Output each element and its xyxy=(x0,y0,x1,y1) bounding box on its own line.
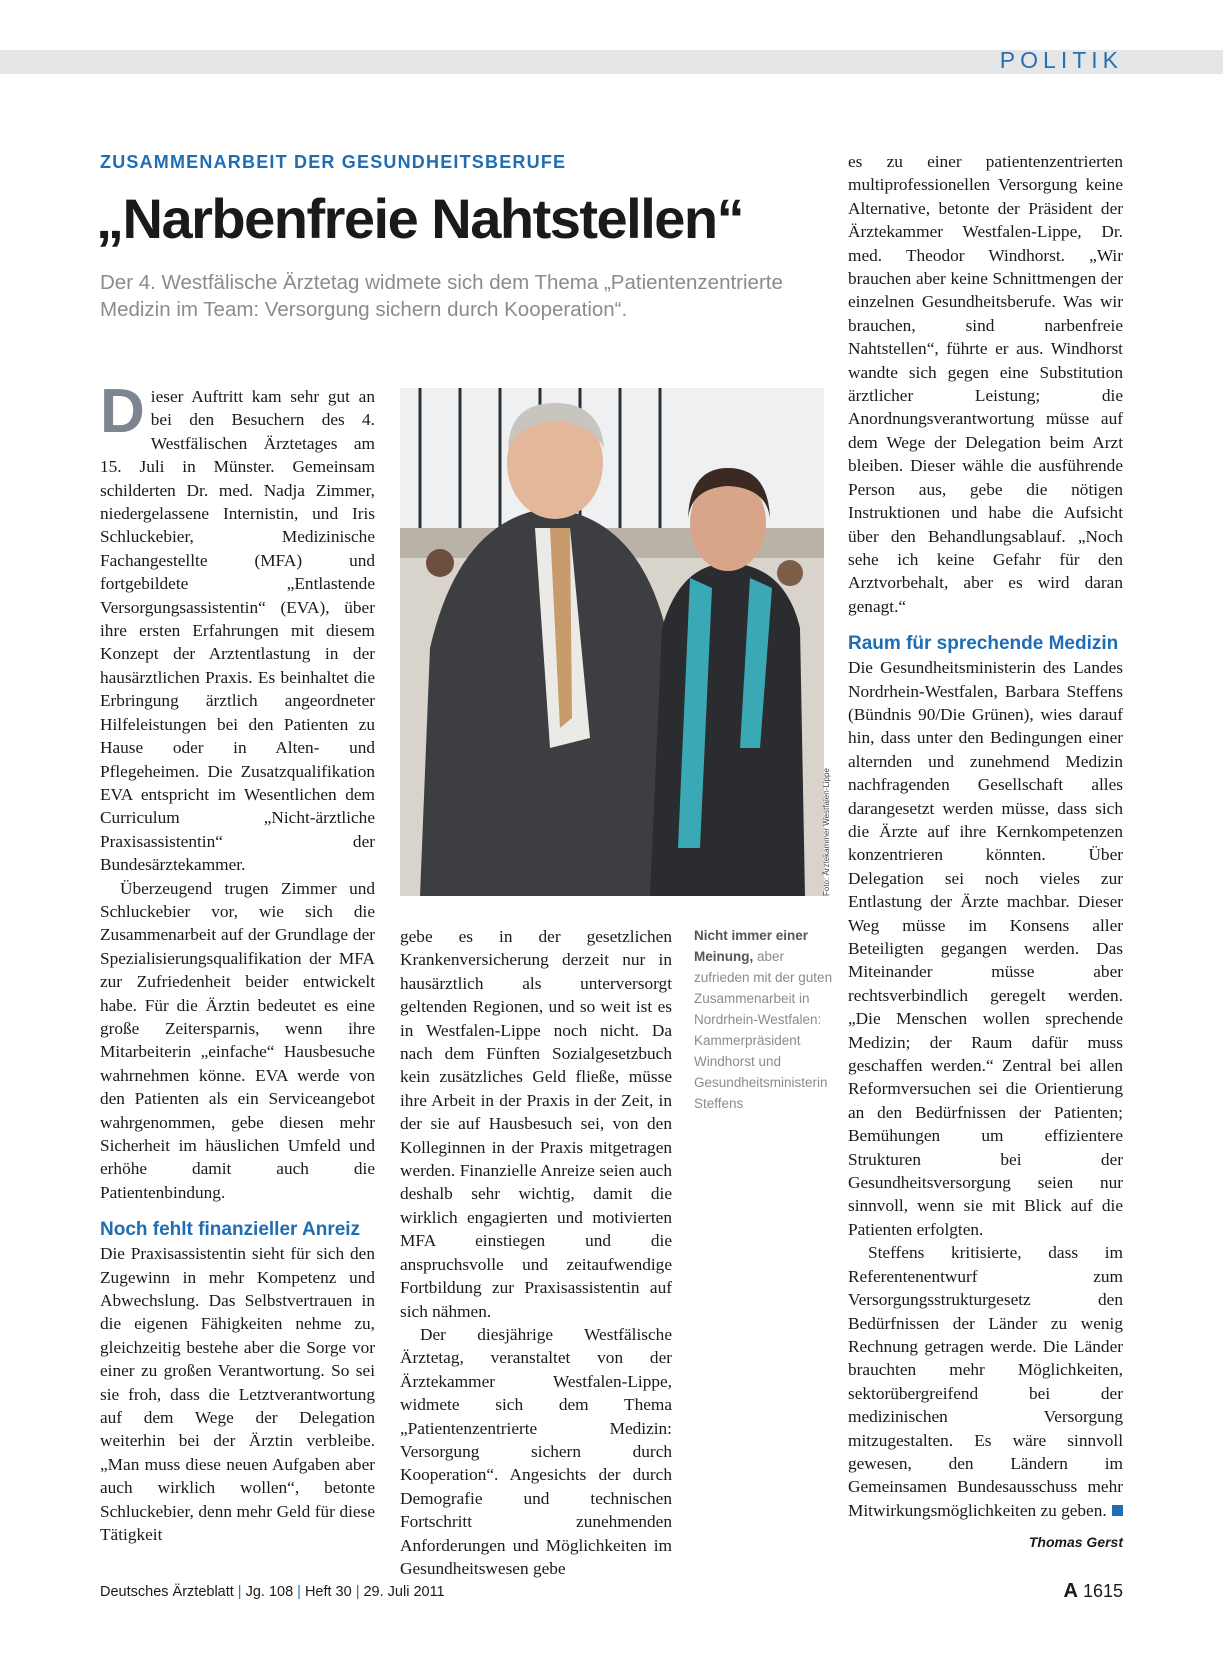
page-number-value: 1615 xyxy=(1082,1581,1123,1601)
footer-issue: Heft 30 xyxy=(304,1584,352,1600)
subheading-2: Raum für sprechende Medizin xyxy=(848,633,1119,655)
footer-date: 29. Juli 2011 xyxy=(363,1584,445,1600)
paragraph-5: Der diesjährige Westfälische Ärztetag, veranstaltet von der Ärztekammer Westfalen-Lippe, widmete sich dem Thema „Patientenzentrierte Medizin: Versorgung sichern durch Kooperation“. Angesichts der durch Demografie und technischen Fortschritt zunehmenden Anforderungen und Möglichkeiten im Gesundheitswesen gebe xyxy=(400,1324,672,1578)
end-mark-icon xyxy=(1112,1505,1123,1516)
paragraph-1: ieser Auftritt kam sehr gut an bei den Besuchern des 4. Westfälischen Ärztetages am 15. Juli in Münster. Gemeinsam schilderten Dr. med. Nadja Zimmer, niedergelassene Internistin, und Iris Schluckebier, Medizinische Fachangestellte (MFA) und fortgebildete „Entlastende Versorgungsassistentin“ (EVA), über ihre ersten Erfahrungen mit diesem Konzept der Arztentlastung in der hausärztlichen Praxis. Es beinhaltet die Erbringung ärztlich angeordneter Hilfeleistungen bei den Patienten zu Hause oder in Alten- und Pflegeheimen. Die Zusatzqualifikation EVA entspricht im Wesentlichen dem Curriculum „Nicht-ärztliche Praxisassistentin“ der Bundesärztekammer. xyxy=(100,387,375,875)
paragraph-6: es zu einer patientenzentrierten multiprofessionellen Versorgung keine Alternative, betonte der Präsident der Ärztekammer Westfalen-Lippe, Dr. med. Theodor Windhorst. „Wir brauchen aber keine Schnittmengen der einzelnen Gesundheitsberufe. Was wir brauchen, sind narbenfreie Nahtstellen“, führte er aus. Windhorst wandte sich gegen eine Substitution ärztlicher Leistung; die Anordnungsverantwortung müsse auf dem Wege der Delegation beim Arzt bleiben. Dieser wähle die ausführende Person aus, gebe die nötigen Instruktionen und habe die Aufsicht über den Behandlungsablauf. „Noch sehe ich keine Gefahr für den Arztvorbehalt, aber es wird daran genagt.“ xyxy=(848,152,1123,616)
article-kicker: ZUSAMMENARBEIT DER GESUNDHEITSBERUFE xyxy=(100,152,567,172)
text-column-3 xyxy=(848,150,1123,1522)
footer-separator-icon: | xyxy=(237,1584,242,1600)
footer-separator-icon: | xyxy=(297,1584,301,1600)
article-headline: „Narbenfreie Nahtstellen“ xyxy=(96,187,744,250)
author-byline: Thomas Gerst xyxy=(1028,1534,1123,1550)
subheading-1: Noch fehlt finanzieller Anreiz xyxy=(100,1219,361,1241)
paragraph-4: gebe es in der gesetzlichen Krankenversicherung derzeit nur in hausärztlich als unterversorgt geltenden Regionen, und so weit ist es in Westfalen-Lippe noch nicht. Da nach dem Fünften Sozialgesetzbuch kein zusätzliches Geld fließe, müsse ihre Arbeit in der Praxis in der Zeit, in der sie auf Hausbesuch sei, von den Kolleginnen in der Praxis mitgetragen werden. Finanzielle Anreize seien auch deshalb sehr wichtig, damit die wirklich engagierten und motivierten MFA einstiegen und die anspruchsvolle und zeitaufwendige Fortbildung zur Praxisassistentin auf sich nähmen. xyxy=(400,927,672,1321)
section-label: POLITIK xyxy=(999,47,1123,73)
footer-separator-icon: | xyxy=(355,1584,360,1600)
photo-caption xyxy=(694,925,834,1114)
text-column-2 xyxy=(400,925,672,1580)
footer-journal: Deutsches Ärzteblatt xyxy=(100,1584,234,1600)
caption-text: aber zufrieden mit der guten Zusammenarbeit in Nordrhein-Westfalen: Kammerpräsident Windhorst und Gesundheitsministerin Steffens xyxy=(694,949,833,1111)
paragraph-7: Die Gesundheitsministerin des Landes Nordrhein-Westfalen, Barbara Steffens (Bündnis 90/Die Grünen), wies darauf hin, dass unter den Bedingungen einer alternden und zunehmend Medizin nachfragenden Gesellschaft alles darangesetzt werden müsse, dass sich die Ärzte auf ihre Kernkompetenzen konzentrieren könnten. Über Delegation sei noch vieles zur Entlastung der Ärzte machbar. Dieser Weg müsse im Konsens aller Beteiligten gegangen werden. Das Miteinander müsse aber rechtsverbindlich geregelt werden. „Die Menschen wollen sprechende Medizin; der Raum dafür muss geschaffen werden.“ Zentral bei allen Reformversuchen sei die Orientierung an den Bedürfnissen der Patienten; Bemühungen um effizientere Strukturen bei der Gesundheitsversorgung seien nur sinnvoll, wenn sie mit Blick auf die Patienten erfolgten. xyxy=(848,658,1123,1239)
footer-citation xyxy=(100,1584,445,1600)
page-prefix: A xyxy=(1063,1580,1078,1602)
paragraph-3: Die Praxisassistentin sieht für sich den Zugewinn in mehr Kompetenz und Abwechslung. Das Selbstvertrauen in die eigenen Fähigkeiten nehme zu, gleichzeitig bestehe aber die Sorge vor einer zu großen Verantwortung. So sei sie froh, dass die Letztverantwortung auf dem Wege der Delegation weiterhin bei der Ärztin verbleibe. „Man muss diese neuen Aufgaben aber auch wirklich wollen“, betonte Schluckebier, denn mehr Geld für diese Tätigkeit xyxy=(100,1244,375,1545)
paragraph-8: Steffens kritisierte, dass im Referentenentwurf zum Versorgungsstrukturgesetz den Bedürfnissen der Länder zu wenig Rechnung getragen werde. Die Länder brauchten mehr Möglichkeiten, sektorübergreifend bei der medizinischen Versorgung mitzugestalten. Es wäre sinnvoll gewesen, den Ländern im Gemeinsamen Bundesausschuss mehr Mitwirkungsmöglichkeiten zu geben. xyxy=(848,1243,1123,1520)
article-deck: Der 4. Westfälische Ärztetag widmete sich dem Thema „Patientenzentrierte Medizin im Team: Versorgung sichern durch Kooperation“. xyxy=(100,271,783,321)
drop-cap: D xyxy=(100,377,145,446)
text-column-1 xyxy=(100,377,375,1547)
footer-volume: Jg. 108 xyxy=(245,1584,294,1600)
photo-credit: Foto: Ärztekammer Westfalen-Lippe xyxy=(822,768,831,896)
photo-illustration xyxy=(400,388,824,896)
caption-lead: Nicht immer einer Meinung, xyxy=(694,928,809,964)
paragraph-2: Überzeugend trugen Zimmer und Schluckebier vor, wie sich die Zusammenarbeit auf der Grundlage der Spezialisierungsqualifikation der MFA zur Zufriedenheit beider entwickelt habe. Für die Ärztin bedeutet es eine große Zeitersparnis, wenn ihre Mitarbeiterin „einfache“ Hausbesuche wahrnehmen könne. EVA werde von den Patienten als ein Serviceangebot wahrgenommen, gebe diesen mehr Sicherheit im häuslichen Umfeld und erhöhe damit auch die Patientenbindung. xyxy=(100,878,375,1202)
article-photo xyxy=(400,388,824,896)
page-number xyxy=(1063,1580,1123,1603)
